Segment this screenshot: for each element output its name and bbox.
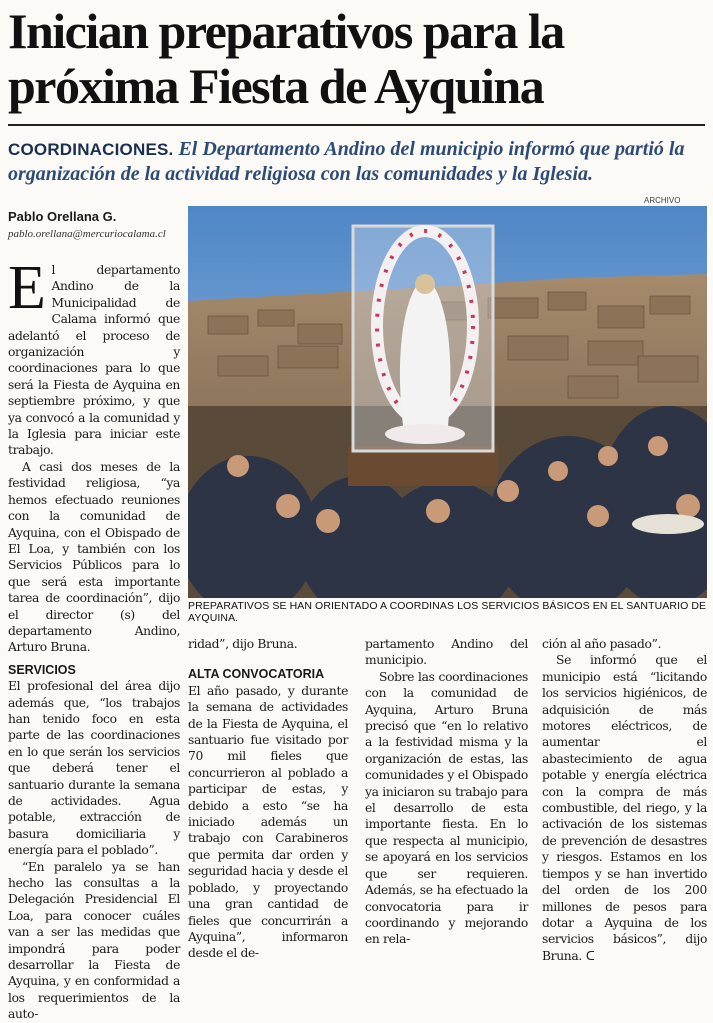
- subhead-servicios: SERVICIOS: [8, 662, 76, 677]
- paragraph: El departamento Andino de la Municipalidad de Calama informó que adelantó el proceso de organización y coordinaciones para lo que será la Fiesta de Ayquina en septiembre próximo, y que ya convocó a la comunidad y la Iglesia para iniciar este trabajo.: [8, 254, 180, 458]
- paragraph: “En paralelo ya se han hecho las consultas a la Delegación Presidencial El Loa, para conocer cuáles van a ser las medidas que impondrá para poder desarrollar la Fiesta de Ayquina, y en conformidad a los requerimientos de la auto-: [8, 859, 180, 1022]
- drop-cap: E: [8, 254, 46, 322]
- paragraph: partamento Andino del municipio.: [365, 637, 528, 668]
- paragraph: ridad”, dijo Bruna.: [188, 637, 298, 651]
- deck: [8, 137, 708, 187]
- deck-text: El Departamento Andino del municipio informó que partió la organización de la actividad religiosa con las comunidades y la Iglesia.: [8, 138, 685, 185]
- end-mark-icon: ᑕ: [585, 948, 595, 963]
- deck-kicker: COORDINACIONES.: [8, 140, 174, 159]
- paragraph: ción al año pasado”.: [542, 637, 662, 651]
- article-column-2: [188, 636, 348, 962]
- procession-photo: [188, 206, 707, 598]
- subhead-alta-convocatoria: ALTA CONVOCATORIA: [188, 667, 325, 682]
- paragraph: A casi dos meses de la festividad religiosa, “ya hemos efectuado reuniones con la comunidad de Ayquina, con el Obispado de El Loa, y también con los Servicios Públicos para lo que será esta importante tarea de coordinación”, dijo el director (s) del departamento Andino, Arturo Bruna.: [8, 459, 180, 655]
- article-column-3: [365, 636, 528, 948]
- photo-caption: PREPARATIVOS SE HAN ORIENTADO A COORDINAS LOS SERVICIOS BÁSICOS EN EL SANTUARIO DE AYQUINA.: [188, 600, 707, 624]
- article-column-1: [8, 254, 180, 1023]
- procession-illustration: [188, 206, 707, 598]
- byline-author: Pablo Orellana G.: [8, 209, 117, 224]
- photo-credit: ARCHIVO: [644, 196, 681, 205]
- headline-line-2: próxima Fiesta de Ayquina: [8, 58, 544, 114]
- article-column-4: [542, 636, 707, 964]
- byline-email: pablo.orellana@mercuriocalama.cl: [8, 228, 166, 240]
- paragraph: El profesional del área dijo además que, “los trabajos han tenido foco en esta parte de las coordinaciones en lo que serán los servicios que deberá tener el santuario durante la semana de actividades. Agua potable, extracción de basura domiciliaria y energía para el poblado”.: [8, 679, 180, 858]
- headline-line-1: Inician preparativos para la: [8, 3, 564, 59]
- top-rule: [8, 124, 705, 126]
- paragraph: Se informó que el municipio está “licitando los servicios higiénicos, de adquisición de más motores eléctricos, de aumentar el abastecimiento de agua potable y energía eléctrica con la compra de más combustible, del riego, y la activación de los sistemas de prevención de desastres y riesgos. Estamos en los tiempos y se han invertido del orden de los 200 millones de pesos para dotar a Ayquina de los servicios básicos”, dijo Bruna. ᑕ: [542, 653, 707, 963]
- paragraph: Sobre las coordinaciones con la comunidad de Ayquina, Arturo Bruna precisó que “en lo relativo a la festividad misma y la organización de estas, las comunidades y el Obispado ya iniciaron su trabajo para el desarrollo de esta importante fiesta. En lo que respecta al municipio, se apoyará en los servicios que ser requieren. Además, se ha efectuado la convocatoria para ir coordinando y mejorando en rela-: [365, 669, 528, 947]
- paragraph: El año pasado, y durante la semana de actividades de la Fiesta de Ayquina, el santuario fue visitado por 70 mil fieles que concurrieron al poblado a participar de estas, y debido a esto “se ha iniciado además un trabajo con Carabineros que permita dar orden y seguridad hacia y desde el poblado, y proyectando una gran cantidad de fieles que concurrirán a Ayquina”, informaron desde el de-: [188, 683, 348, 961]
- headline: [8, 4, 708, 114]
